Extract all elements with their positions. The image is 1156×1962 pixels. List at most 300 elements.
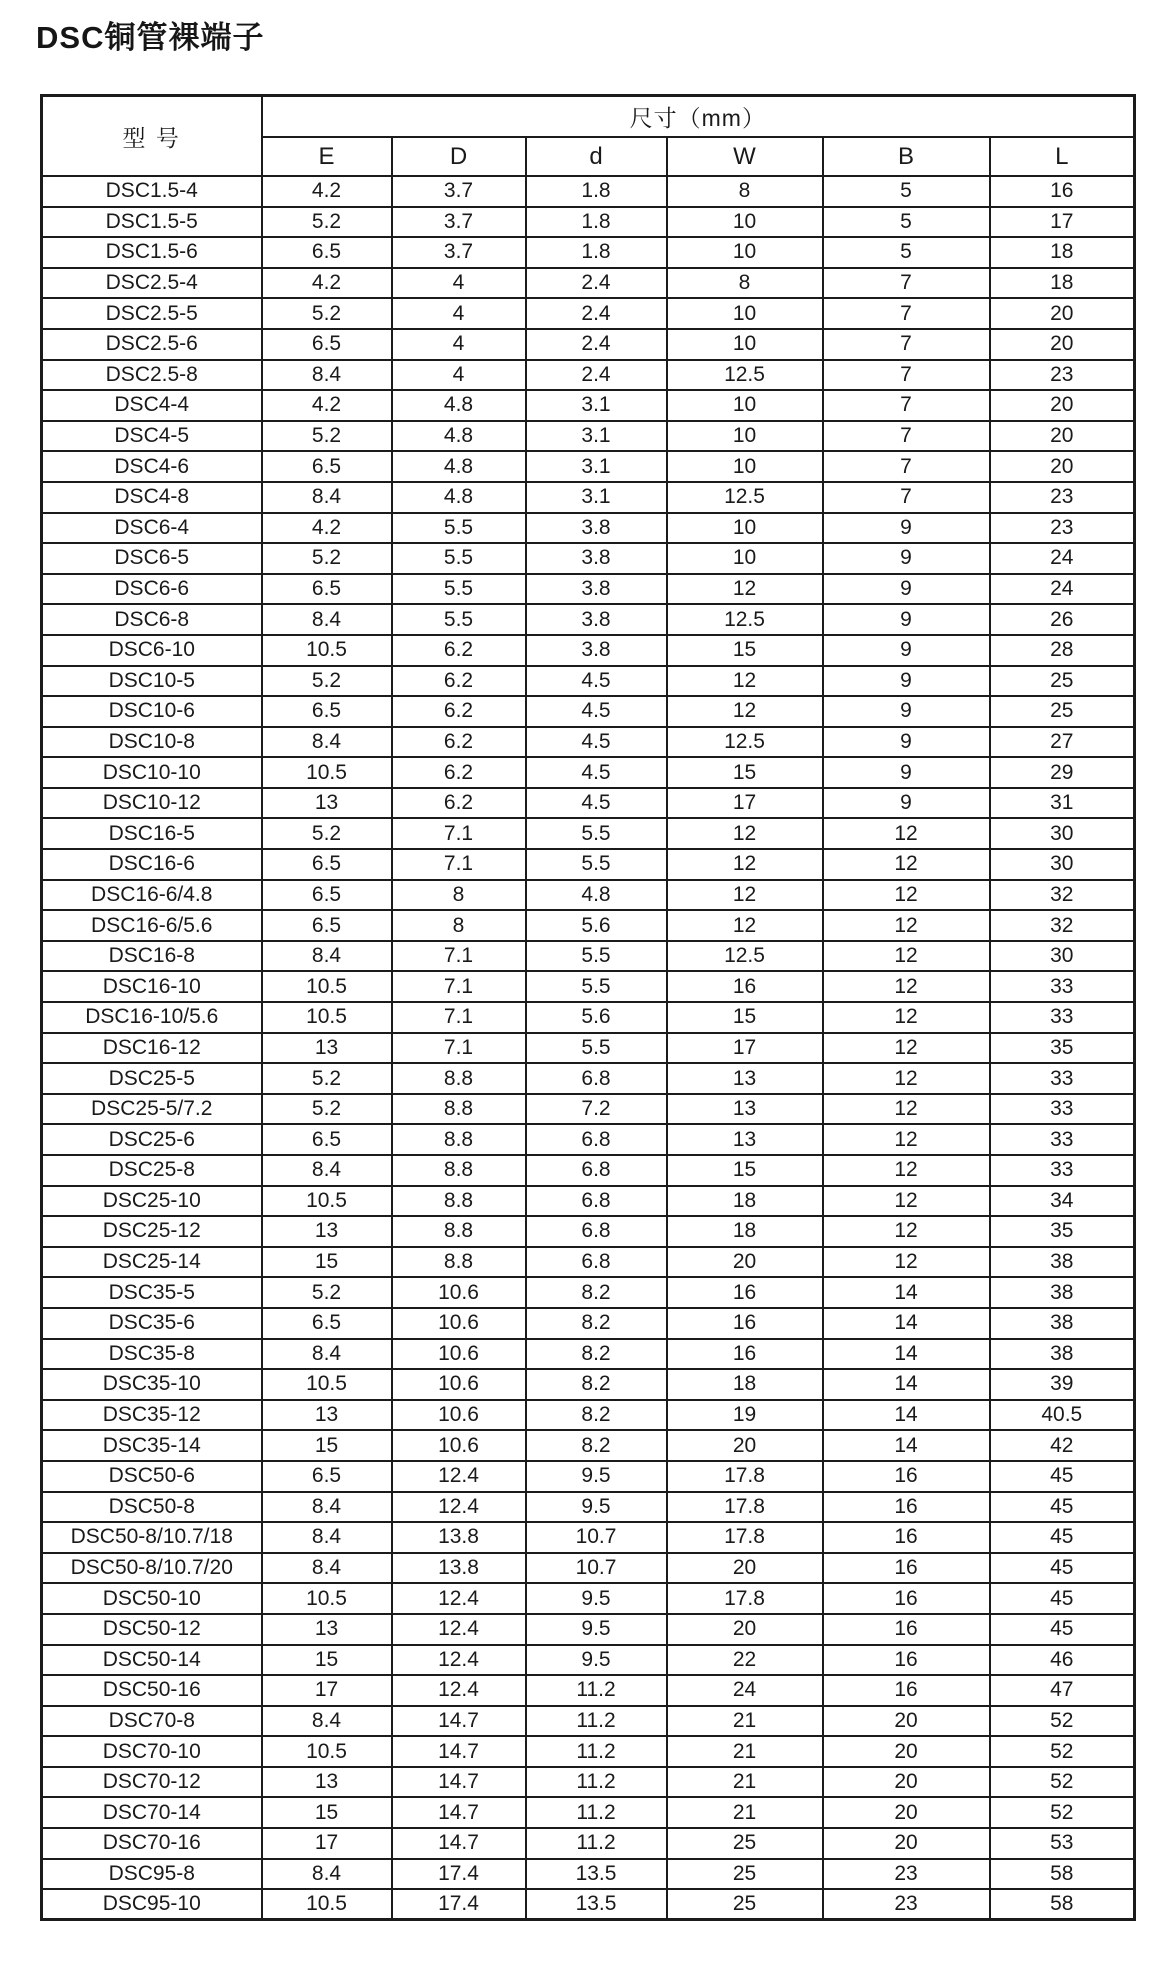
table-row [42, 1461, 1135, 1492]
value-cell: 3.1 [526, 482, 667, 513]
value-cell: 15 [667, 635, 823, 666]
value-cell: 1.8 [526, 207, 667, 238]
value-cell: 12.5 [667, 727, 823, 758]
value-cell: 10 [667, 451, 823, 482]
value-cell: 25 [667, 1828, 823, 1859]
value-cell: 10.6 [392, 1339, 526, 1370]
value-cell: 12 [823, 1033, 990, 1064]
value-cell: 9 [823, 727, 990, 758]
model-cell: DSC10-6 [42, 696, 262, 727]
value-cell: 8 [667, 176, 823, 207]
value-cell: 6.5 [262, 451, 392, 482]
value-cell: 5 [823, 237, 990, 268]
value-cell: 10.5 [262, 1583, 392, 1614]
value-cell: 6.8 [526, 1247, 667, 1278]
model-cell: DSC10-12 [42, 788, 262, 819]
value-cell: 52 [990, 1767, 1135, 1798]
value-cell: 6.2 [392, 666, 526, 697]
table-row [42, 880, 1135, 911]
value-cell: 4.8 [392, 390, 526, 421]
model-cell: DSC25-6 [42, 1124, 262, 1155]
value-cell: 12 [823, 1155, 990, 1186]
value-cell: 26 [990, 604, 1135, 635]
page-title: DSC铜管裸端子 [36, 20, 265, 55]
value-cell: 14 [823, 1369, 990, 1400]
table-row [42, 298, 1135, 329]
table-row [42, 543, 1135, 574]
value-cell: 23 [990, 482, 1135, 513]
table-row [42, 482, 1135, 513]
value-cell: 53 [990, 1828, 1135, 1859]
table-row [42, 666, 1135, 697]
value-cell: 38 [990, 1339, 1135, 1370]
value-cell: 23 [823, 1859, 990, 1890]
value-cell: 8 [392, 880, 526, 911]
table-row [42, 1430, 1135, 1461]
value-cell: 10 [667, 237, 823, 268]
value-cell: 25 [990, 696, 1135, 727]
value-cell: 8.2 [526, 1430, 667, 1461]
value-cell: 12.5 [667, 941, 823, 972]
table-row [42, 390, 1135, 421]
value-cell: 8.2 [526, 1339, 667, 1370]
value-cell: 8.2 [526, 1369, 667, 1400]
value-cell: 24 [990, 574, 1135, 605]
value-cell: 45 [990, 1522, 1135, 1553]
value-cell: 17 [990, 207, 1135, 238]
value-cell: 45 [990, 1583, 1135, 1614]
model-cell: DSC16-6/5.6 [42, 910, 262, 941]
value-cell: 10.5 [262, 1002, 392, 1033]
value-cell: 7.1 [392, 941, 526, 972]
model-cell: DSC16-10/5.6 [42, 1002, 262, 1033]
table-row [42, 635, 1135, 666]
value-cell: 13.8 [392, 1522, 526, 1553]
value-cell: 30 [990, 818, 1135, 849]
value-cell: 13.5 [526, 1889, 667, 1920]
value-cell: 5.2 [262, 1063, 392, 1094]
value-cell: 17.4 [392, 1859, 526, 1890]
model-cell: DSC2.5-8 [42, 360, 262, 391]
table-row [42, 1645, 1135, 1676]
value-cell: 10.5 [262, 1369, 392, 1400]
table-row [42, 818, 1135, 849]
value-cell: 8.8 [392, 1063, 526, 1094]
value-cell: 5.2 [262, 421, 392, 452]
value-cell: 14 [823, 1430, 990, 1461]
value-cell: 10.5 [262, 971, 392, 1002]
value-cell: 29 [990, 757, 1135, 788]
value-cell: 13 [262, 1033, 392, 1064]
model-cell: DSC10-8 [42, 727, 262, 758]
value-cell: 9.5 [526, 1492, 667, 1523]
table-row [42, 1033, 1135, 1064]
value-cell: 17 [667, 1033, 823, 1064]
model-cell: DSC25-14 [42, 1247, 262, 1278]
value-cell: 17 [262, 1828, 392, 1859]
value-cell: 20 [823, 1736, 990, 1767]
value-cell: 5.5 [526, 971, 667, 1002]
table-row [42, 1124, 1135, 1155]
value-cell: 20 [667, 1553, 823, 1584]
value-cell: 8.2 [526, 1308, 667, 1339]
value-cell: 9 [823, 604, 990, 635]
value-cell: 15 [262, 1247, 392, 1278]
value-cell: 10 [667, 421, 823, 452]
table-row [42, 696, 1135, 727]
model-cell: DSC2.5-5 [42, 298, 262, 329]
value-cell: 12 [667, 880, 823, 911]
value-cell: 8.8 [392, 1216, 526, 1247]
table-row [42, 1369, 1135, 1400]
value-cell: 9 [823, 543, 990, 574]
value-cell: 16 [667, 1308, 823, 1339]
header-row-dimensions [42, 96, 1135, 138]
value-cell: 10 [667, 390, 823, 421]
value-cell: 4 [392, 360, 526, 391]
value-cell: 13 [262, 1216, 392, 1247]
value-cell: 9 [823, 788, 990, 819]
value-cell: 3.7 [392, 237, 526, 268]
value-cell: 9.5 [526, 1645, 667, 1676]
value-cell: 17 [262, 1675, 392, 1706]
value-cell: 7 [823, 482, 990, 513]
value-cell: 38 [990, 1277, 1135, 1308]
value-cell: 5.2 [262, 543, 392, 574]
column-header-W: W [667, 137, 823, 176]
value-cell: 10 [667, 543, 823, 574]
value-cell: 8.4 [262, 1553, 392, 1584]
value-cell: 10.6 [392, 1369, 526, 1400]
value-cell: 10.5 [262, 757, 392, 788]
value-cell: 12.5 [667, 360, 823, 391]
value-cell: 20 [667, 1247, 823, 1278]
value-cell: 12 [823, 880, 990, 911]
value-cell: 6.8 [526, 1063, 667, 1094]
table-row [42, 1614, 1135, 1645]
value-cell: 4 [392, 298, 526, 329]
value-cell: 14.7 [392, 1797, 526, 1828]
value-cell: 4.2 [262, 513, 392, 544]
model-cell: DSC1.5-6 [42, 237, 262, 268]
table-row [42, 421, 1135, 452]
table-row [42, 910, 1135, 941]
value-cell: 3.1 [526, 421, 667, 452]
value-cell: 8.4 [262, 1522, 392, 1553]
value-cell: 13 [262, 788, 392, 819]
value-cell: 10.6 [392, 1400, 526, 1431]
value-cell: 35 [990, 1033, 1135, 1064]
table-row [42, 1583, 1135, 1614]
value-cell: 10.6 [392, 1430, 526, 1461]
model-cell: DSC50-14 [42, 1645, 262, 1676]
value-cell: 4.2 [262, 268, 392, 299]
value-cell: 34 [990, 1186, 1135, 1217]
value-cell: 5.6 [526, 1002, 667, 1033]
model-cell: DSC35-14 [42, 1430, 262, 1461]
table-row [42, 1308, 1135, 1339]
model-cell: DSC25-12 [42, 1216, 262, 1247]
value-cell: 12.4 [392, 1614, 526, 1645]
table-row [42, 329, 1135, 360]
model-cell: DSC35-6 [42, 1308, 262, 1339]
value-cell: 8.8 [392, 1124, 526, 1155]
value-cell: 52 [990, 1736, 1135, 1767]
value-cell: 6.8 [526, 1155, 667, 1186]
value-cell: 7 [823, 451, 990, 482]
value-cell: 32 [990, 880, 1135, 911]
model-cell: DSC50-10 [42, 1583, 262, 1614]
value-cell: 10 [667, 513, 823, 544]
model-cell: DSC70-12 [42, 1767, 262, 1798]
value-cell: 1.8 [526, 176, 667, 207]
model-cell: DSC6-5 [42, 543, 262, 574]
model-cell: DSC35-8 [42, 1339, 262, 1370]
table-row [42, 1736, 1135, 1767]
value-cell: 14 [823, 1308, 990, 1339]
value-cell: 5.2 [262, 666, 392, 697]
value-cell: 4.8 [392, 451, 526, 482]
value-cell: 11.2 [526, 1706, 667, 1737]
value-cell: 5 [823, 176, 990, 207]
value-cell: 15 [667, 757, 823, 788]
value-cell: 14.7 [392, 1706, 526, 1737]
value-cell: 15 [667, 1155, 823, 1186]
value-cell: 7 [823, 329, 990, 360]
value-cell: 6.5 [262, 1308, 392, 1339]
value-cell: 58 [990, 1889, 1135, 1920]
value-cell: 12 [823, 818, 990, 849]
model-cell: DSC1.5-4 [42, 176, 262, 207]
value-cell: 16 [823, 1645, 990, 1676]
value-cell: 14 [823, 1400, 990, 1431]
table-row [42, 1277, 1135, 1308]
value-cell: 45 [990, 1553, 1135, 1584]
value-cell: 9 [823, 757, 990, 788]
value-cell: 9 [823, 574, 990, 605]
value-cell: 5.5 [392, 543, 526, 574]
value-cell: 9 [823, 513, 990, 544]
value-cell: 14.7 [392, 1828, 526, 1859]
value-cell: 8.4 [262, 482, 392, 513]
model-cell: DSC2.5-4 [42, 268, 262, 299]
value-cell: 20 [823, 1797, 990, 1828]
value-cell: 9.5 [526, 1614, 667, 1645]
value-cell: 3.8 [526, 635, 667, 666]
value-cell: 4.5 [526, 788, 667, 819]
column-header-B: B [823, 137, 990, 176]
value-cell: 12.5 [667, 482, 823, 513]
value-cell: 8.4 [262, 941, 392, 972]
value-cell: 10.6 [392, 1277, 526, 1308]
table-row [42, 1216, 1135, 1247]
value-cell: 24 [990, 543, 1135, 574]
value-cell: 8.4 [262, 1155, 392, 1186]
column-header-L: L [990, 137, 1135, 176]
value-cell: 8.8 [392, 1094, 526, 1125]
value-cell: 8.8 [392, 1247, 526, 1278]
value-cell: 11.2 [526, 1675, 667, 1706]
value-cell: 20 [990, 421, 1135, 452]
table-row [42, 1889, 1135, 1920]
value-cell: 7.1 [392, 1033, 526, 1064]
value-cell: 12 [667, 818, 823, 849]
value-cell: 25 [667, 1859, 823, 1890]
value-cell: 16 [990, 176, 1135, 207]
model-cell: DSC4-6 [42, 451, 262, 482]
table-row [42, 757, 1135, 788]
value-cell: 16 [823, 1461, 990, 1492]
dimension-table [40, 94, 1136, 1921]
model-cell: DSC70-8 [42, 1706, 262, 1737]
value-cell: 12 [823, 971, 990, 1002]
table-row [42, 451, 1135, 482]
model-cell: DSC70-14 [42, 1797, 262, 1828]
value-cell: 5.2 [262, 1094, 392, 1125]
value-cell: 46 [990, 1645, 1135, 1676]
table-row [42, 1828, 1135, 1859]
value-cell: 7.1 [392, 849, 526, 880]
value-cell: 23 [990, 513, 1135, 544]
value-cell: 16 [823, 1522, 990, 1553]
value-cell: 8.4 [262, 1706, 392, 1737]
value-cell: 22 [667, 1645, 823, 1676]
value-cell: 33 [990, 1063, 1135, 1094]
value-cell: 4.5 [526, 696, 667, 727]
model-cell: DSC35-5 [42, 1277, 262, 1308]
value-cell: 6.2 [392, 788, 526, 819]
value-cell: 47 [990, 1675, 1135, 1706]
value-cell: 13.5 [526, 1859, 667, 1890]
value-cell: 12 [667, 849, 823, 880]
value-cell: 19 [667, 1400, 823, 1431]
value-cell: 8.4 [262, 604, 392, 635]
value-cell: 4.8 [526, 880, 667, 911]
value-cell: 4.2 [262, 176, 392, 207]
value-cell: 6.2 [392, 727, 526, 758]
model-cell: DSC2.5-6 [42, 329, 262, 360]
value-cell: 6.2 [392, 635, 526, 666]
value-cell: 17.8 [667, 1492, 823, 1523]
value-cell: 6.5 [262, 1461, 392, 1492]
value-cell: 30 [990, 941, 1135, 972]
value-cell: 18 [990, 237, 1135, 268]
value-cell: 5.6 [526, 910, 667, 941]
value-cell: 12 [667, 666, 823, 697]
value-cell: 12.4 [392, 1645, 526, 1676]
model-cell: DSC6-6 [42, 574, 262, 605]
value-cell: 13 [667, 1063, 823, 1094]
value-cell: 3.8 [526, 543, 667, 574]
model-cell: DSC95-8 [42, 1859, 262, 1890]
model-cell: DSC95-10 [42, 1889, 262, 1920]
value-cell: 31 [990, 788, 1135, 819]
value-cell: 45 [990, 1492, 1135, 1523]
value-cell: 17.8 [667, 1583, 823, 1614]
value-cell: 17.4 [392, 1889, 526, 1920]
value-cell: 5.2 [262, 1277, 392, 1308]
model-cell: DSC1.5-5 [42, 207, 262, 238]
value-cell: 3.1 [526, 451, 667, 482]
value-cell: 15 [262, 1430, 392, 1461]
value-cell: 8.8 [392, 1186, 526, 1217]
model-cell: DSC10-5 [42, 666, 262, 697]
table-row [42, 1400, 1135, 1431]
table-row [42, 237, 1135, 268]
model-cell: DSC50-8/10.7/20 [42, 1553, 262, 1584]
value-cell: 9.5 [526, 1583, 667, 1614]
value-cell: 16 [823, 1583, 990, 1614]
table-row [42, 1522, 1135, 1553]
value-cell: 8.4 [262, 360, 392, 391]
table-row [42, 1094, 1135, 1125]
value-cell: 23 [990, 360, 1135, 391]
value-cell: 6.8 [526, 1186, 667, 1217]
value-cell: 33 [990, 971, 1135, 1002]
value-cell: 21 [667, 1736, 823, 1767]
value-cell: 3.7 [392, 207, 526, 238]
value-cell: 5.5 [526, 849, 667, 880]
value-cell: 40.5 [990, 1400, 1135, 1431]
model-cell: DSC25-10 [42, 1186, 262, 1217]
value-cell: 11.2 [526, 1828, 667, 1859]
value-cell: 52 [990, 1706, 1135, 1737]
value-cell: 33 [990, 1155, 1135, 1186]
value-cell: 18 [667, 1186, 823, 1217]
value-cell: 5.2 [262, 298, 392, 329]
value-cell: 6.5 [262, 849, 392, 880]
value-cell: 20 [990, 451, 1135, 482]
model-cell: DSC16-12 [42, 1033, 262, 1064]
value-cell: 12 [823, 941, 990, 972]
value-cell: 15 [667, 1002, 823, 1033]
value-cell: 5.2 [262, 207, 392, 238]
value-cell: 16 [823, 1614, 990, 1645]
model-cell: DSC70-16 [42, 1828, 262, 1859]
value-cell: 18 [667, 1216, 823, 1247]
value-cell: 12.4 [392, 1583, 526, 1614]
value-cell: 30 [990, 849, 1135, 880]
model-cell: DSC70-10 [42, 1736, 262, 1767]
value-cell: 6.5 [262, 1124, 392, 1155]
value-cell: 38 [990, 1308, 1135, 1339]
model-cell: DSC50-8 [42, 1492, 262, 1523]
table-row [42, 604, 1135, 635]
table-row [42, 1767, 1135, 1798]
table-row [42, 268, 1135, 299]
value-cell: 10 [667, 329, 823, 360]
value-cell: 9 [823, 666, 990, 697]
column-header-E: E [262, 137, 392, 176]
model-cell: DSC50-6 [42, 1461, 262, 1492]
table-row [42, 1155, 1135, 1186]
value-cell: 10.5 [262, 1186, 392, 1217]
value-cell: 13 [667, 1124, 823, 1155]
table-row [42, 574, 1135, 605]
model-cell: DSC35-10 [42, 1369, 262, 1400]
value-cell: 7.1 [392, 971, 526, 1002]
value-cell: 1.8 [526, 237, 667, 268]
value-cell: 3.1 [526, 390, 667, 421]
value-cell: 4.5 [526, 727, 667, 758]
value-cell: 20 [990, 329, 1135, 360]
value-cell: 12 [667, 910, 823, 941]
value-cell: 6.5 [262, 329, 392, 360]
value-cell: 4.8 [392, 421, 526, 452]
value-cell: 13 [262, 1767, 392, 1798]
value-cell: 16 [667, 1277, 823, 1308]
value-cell: 20 [823, 1767, 990, 1798]
